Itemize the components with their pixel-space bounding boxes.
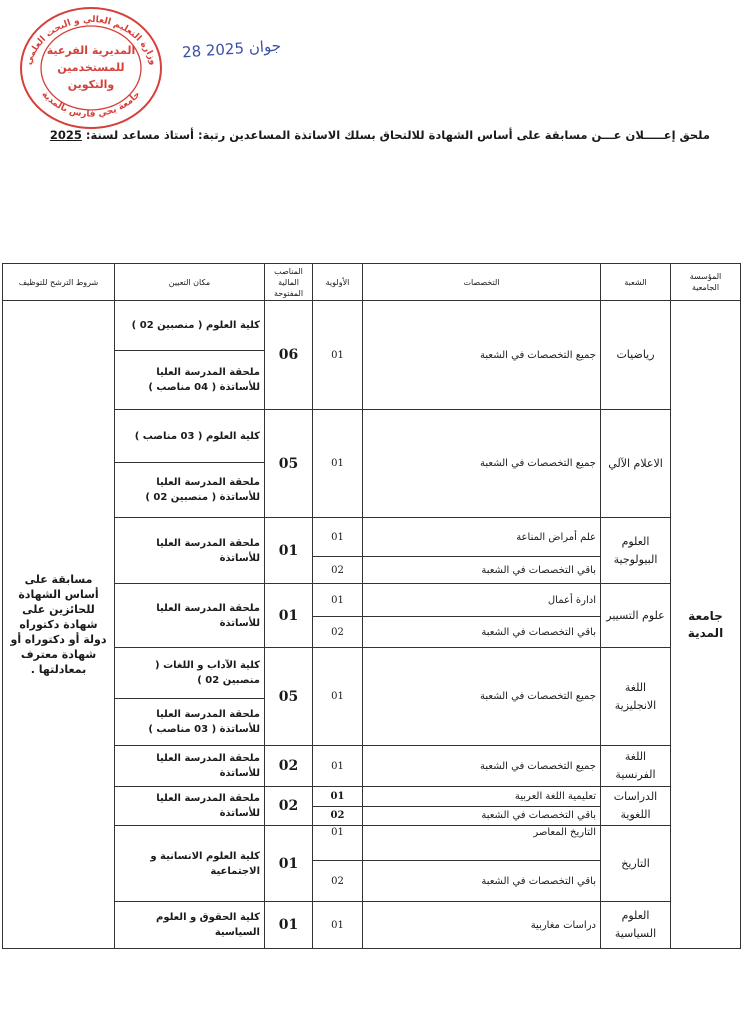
header-place: مكان التعيين [115, 264, 265, 301]
priority-cell: 01 [313, 902, 363, 949]
posts-cell: 05 [265, 648, 313, 746]
place-cell: ملحقة المدرسة العليا للأساتذة [115, 584, 265, 648]
header-priority: الأولوية [313, 264, 363, 301]
priority-cell: 02 [313, 617, 363, 648]
specialty-cell: جميع التخصصات في الشعبة [363, 746, 601, 787]
posts-cell: 02 [265, 787, 313, 826]
branch-cell: الدراسات اللغوية [601, 787, 671, 826]
place-cell: ملحقة المدرسة العليا للأساتذة ( منصبين 02 ) [115, 463, 265, 518]
header-branch: الشعبة [601, 264, 671, 301]
stamp-ring-bottom: جامعة يحي فارس بالمدية [39, 89, 143, 120]
place-cell: كلية العلوم الانسانية و الاجتماعية [115, 826, 265, 902]
stamp-line-1: المديرية الفرعية [46, 44, 136, 57]
priority-cell: 01 [313, 410, 363, 518]
specialty-cell: باقي التخصصات في الشعبة [363, 557, 601, 584]
priority-cell: 02 [313, 806, 363, 826]
specialty-cell: تعليمية اللغة العربية [363, 787, 601, 807]
header-conditions: شروط الترشح للتوظيف [3, 264, 115, 301]
header-posts: المناصب المالية المفتوحة [265, 264, 313, 301]
svg-text:جامعة يحي فارس بالمدية [39, 90, 142, 120]
stamp-ring-top: وزارة التعليم العالي و البحث العلمي [23, 14, 159, 67]
conditions-cell: مسابقة على أساس الشهادة للحائزين على شهادة دكتوراه دولة أو دكتوراه أو شهادة معترف بمعادلتها . [3, 301, 115, 949]
place-cell: كلية العلوم ( 03 مناصب ) [115, 410, 265, 463]
posts-cell: 01 [265, 826, 313, 902]
posts-cell: 02 [265, 746, 313, 787]
title-text: ملحق إعـــــلان عـــن مسابقة على أساس الشهادة للالتحاق بسلك الاساتذة المساعدين رتبة: أستاذ مساعد لسنة: [81, 128, 710, 142]
specialty-cell: جميع التخصصات في الشعبة [363, 301, 601, 410]
header-institution: المؤسسة الجامعية [671, 264, 741, 301]
posts-cell: 01 [265, 584, 313, 648]
posts-cell: 05 [265, 410, 313, 518]
specialty-cell: ادارة أعمال [363, 584, 601, 617]
branch-cell: العلوم البيولوجية [601, 518, 671, 584]
posts-table [2, 263, 741, 949]
place-cell: كلية الآداب و اللغات ( منصبين 02 ) [115, 648, 265, 699]
priority-cell: 01 [313, 518, 363, 557]
priority-cell: 01 [313, 746, 363, 787]
stamp-line-2: للمستخدمين [57, 61, 125, 74]
place-cell: ملحقة المدرسة العليا للأساتذة [115, 518, 265, 584]
posts-cell: 01 [265, 518, 313, 584]
stamp-line-3: والتكوين [67, 78, 115, 91]
branch-cell: رياضيات [601, 301, 671, 410]
branch-cell: اللغة الانجليزية [601, 648, 671, 746]
priority-cell: 02 [313, 861, 363, 902]
branch-cell: علوم التسيير [601, 584, 671, 648]
branch-cell: الاعلام الآلي [601, 410, 671, 518]
header-specialties: التخصصات [363, 264, 601, 301]
specialty-cell: جميع التخصصات في الشعبة [363, 410, 601, 518]
place-cell: ملحقة المدرسة العليا للأساتذة [115, 787, 265, 826]
priority-cell: 01 [313, 648, 363, 746]
specialty-cell: جميع التخصصات في الشعبة [363, 648, 601, 746]
priority-cell: 01 [313, 301, 363, 410]
specialty-cell: دراسات مغاربية [363, 902, 601, 949]
branch-cell: العلوم السياسية [601, 902, 671, 949]
specialty-cell: باقي التخصصات في الشعبة [363, 617, 601, 648]
place-cell: كلية الحقوق و العلوم السياسية [115, 902, 265, 949]
specialty-cell: التاريخ المعاصر [363, 826, 601, 861]
priority-cell: 02 [313, 557, 363, 584]
place-cell: كلية العلوم ( منصبين 02 ) [115, 301, 265, 351]
table-row [3, 301, 741, 351]
place-cell: ملحقة المدرسة العليا للأساتذة ( 03 مناصب ) [115, 699, 265, 746]
posts-cell: 06 [265, 301, 313, 410]
page-title [30, 128, 710, 142]
place-cell: ملحقة المدرسة العليا للأساتذة ( 04 مناصب ) [115, 351, 265, 410]
official-stamp [10, 2, 170, 132]
priority-cell: 01 [313, 826, 363, 861]
place-cell: ملحقة المدرسة العليا للأساتذة [115, 746, 265, 787]
title-year: 2025 [49, 128, 82, 142]
specialty-cell: علم أمراض المناعة [363, 518, 601, 557]
institution-cell: جامعة المدية [671, 301, 741, 949]
posts-cell: 01 [265, 902, 313, 949]
table-header-row [3, 264, 741, 301]
date-stamp: 28 جوان 2025 [181, 36, 282, 62]
branch-cell: التاريخ [601, 826, 671, 902]
priority-cell: 01 [313, 787, 363, 807]
priority-cell: 01 [313, 584, 363, 617]
specialty-cell: باقي التخصصات في الشعبة [363, 861, 601, 902]
specialty-cell: باقي التخصصات في الشعبة [363, 806, 601, 826]
branch-cell: اللغة الفرنسية [601, 746, 671, 787]
